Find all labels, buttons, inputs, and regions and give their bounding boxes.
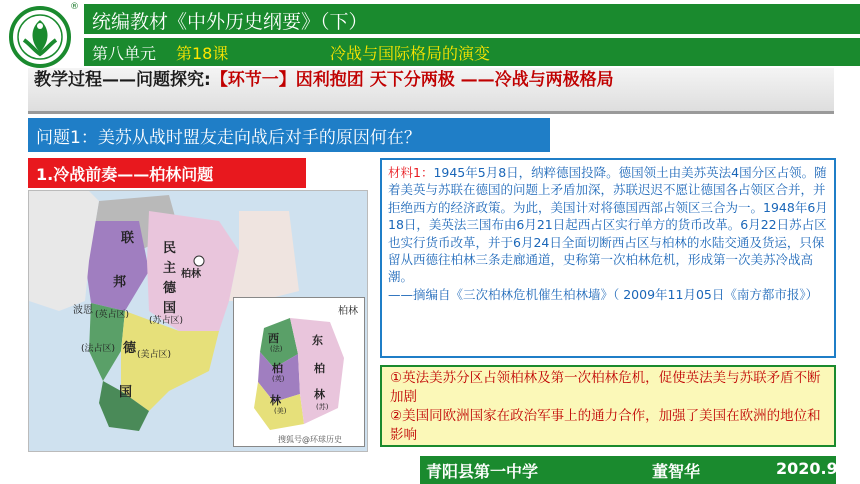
section-title (28, 68, 834, 114)
section-highlight: 【环节一】因利抱团 天下分两极 ——冷战与两极格局 (210, 70, 614, 90)
map-label-min: 民 (163, 241, 177, 256)
summary-point-1: ①英法美苏分区占领柏林及第一次柏林危机，促使英法美与苏联矛盾不断加剧 (390, 370, 821, 405)
summary-point-2: ②美国同欧洲国家在政治军事上的通力合作，加强了美国在欧洲的地位和影响 (390, 408, 821, 443)
section-prefix: 教学过程——问题探究: (34, 70, 211, 90)
map-label-zhu: 主 (163, 261, 177, 276)
unit-label: 第八单元 (92, 44, 157, 63)
map-label-fr-zone: (法占区) (81, 344, 116, 354)
registered-mark: ® (70, 2, 79, 12)
map-label-lian: 联 (121, 231, 135, 246)
map-label-su-zone: (苏占区) (149, 316, 184, 326)
question-bar: 问题1：美苏从战时盟友走向战后对手的原因何在？ (28, 118, 550, 152)
school-name: 青阳县第一中学 (426, 462, 539, 481)
lesson-number: 第18课 (176, 44, 229, 63)
berlin-inset-map (233, 297, 365, 447)
inset-label-bo: 柏 (272, 362, 283, 375)
lesson-title: 冷战与国际格局的演变 (330, 44, 491, 63)
map-label-bonn: 波恩 (73, 305, 93, 316)
map-watermark: 搜狐号@环球历史 (278, 435, 342, 444)
inset-label-xi: 西 (268, 332, 279, 345)
material-label: 材料1： (388, 165, 434, 180)
textbook-title: 统编教材《中外历史纲要》（下） (92, 11, 368, 33)
textbook-band (84, 4, 860, 34)
germany-occupation-map (28, 190, 368, 452)
teacher-name: 董智华 (652, 462, 701, 481)
inset-title: 柏林 (338, 306, 358, 317)
map-label-de-east: 德 (163, 281, 177, 296)
inset-label-fr: (法) (270, 345, 283, 353)
inset-label-su: (苏) (316, 403, 329, 411)
map-label-guo-east: 国 (163, 301, 177, 316)
map-label-us-zone: (美占区) (137, 350, 172, 360)
inset-label-lin-west: 林 (270, 394, 281, 407)
date: 2020.9 (776, 459, 838, 478)
inset-label-bo-east: 柏 (314, 362, 325, 375)
inset-label-dong: 东 (312, 334, 323, 347)
inset-label-us: (美) (274, 407, 287, 415)
inset-label-uk: (英) (272, 375, 285, 383)
material-box (380, 158, 836, 358)
map-label-bang: 邦 (113, 275, 127, 290)
school-logo (6, 4, 76, 68)
material-source: ——摘编自《三次柏林危机催生柏林墙》（ 2009年11月05日《南方都市报》） (388, 286, 819, 302)
footer-band (420, 456, 836, 484)
map-label-uk-zone: (英占区) (95, 310, 130, 320)
map-label-guo-west: 国 (119, 385, 133, 400)
map-label-berlin: 柏林 (181, 269, 201, 280)
material-text: 1945年5月8日，纳粹德国投降。德国领土由美苏英法4国分区占领。随着美英与苏联在德国的问题上矛盾加深，苏联迟迟不愿让德国各占领区合并，并拒绝西方的经济政策。为此，美国计对将德国西部占领区三合为一。1948年6月18日，美英法三国布由6月21日起西占区实行单方的货币改革。6月22日苏占区也实行货币改革，并于6月24日全面切断西占区与柏林的水陆交通及货运，只保留从西德往柏林三条走廊通道，史称第一次柏林危机，形成第一次美苏冷战高潮。 (388, 165, 828, 285)
lesson-band (84, 38, 860, 66)
topic-tag: 1.冷战前奏——柏林问题 (28, 158, 306, 188)
inset-label-lin-east: 林 (314, 388, 325, 401)
summary-box (380, 365, 836, 447)
map-label-de-west: 德 (123, 341, 137, 356)
